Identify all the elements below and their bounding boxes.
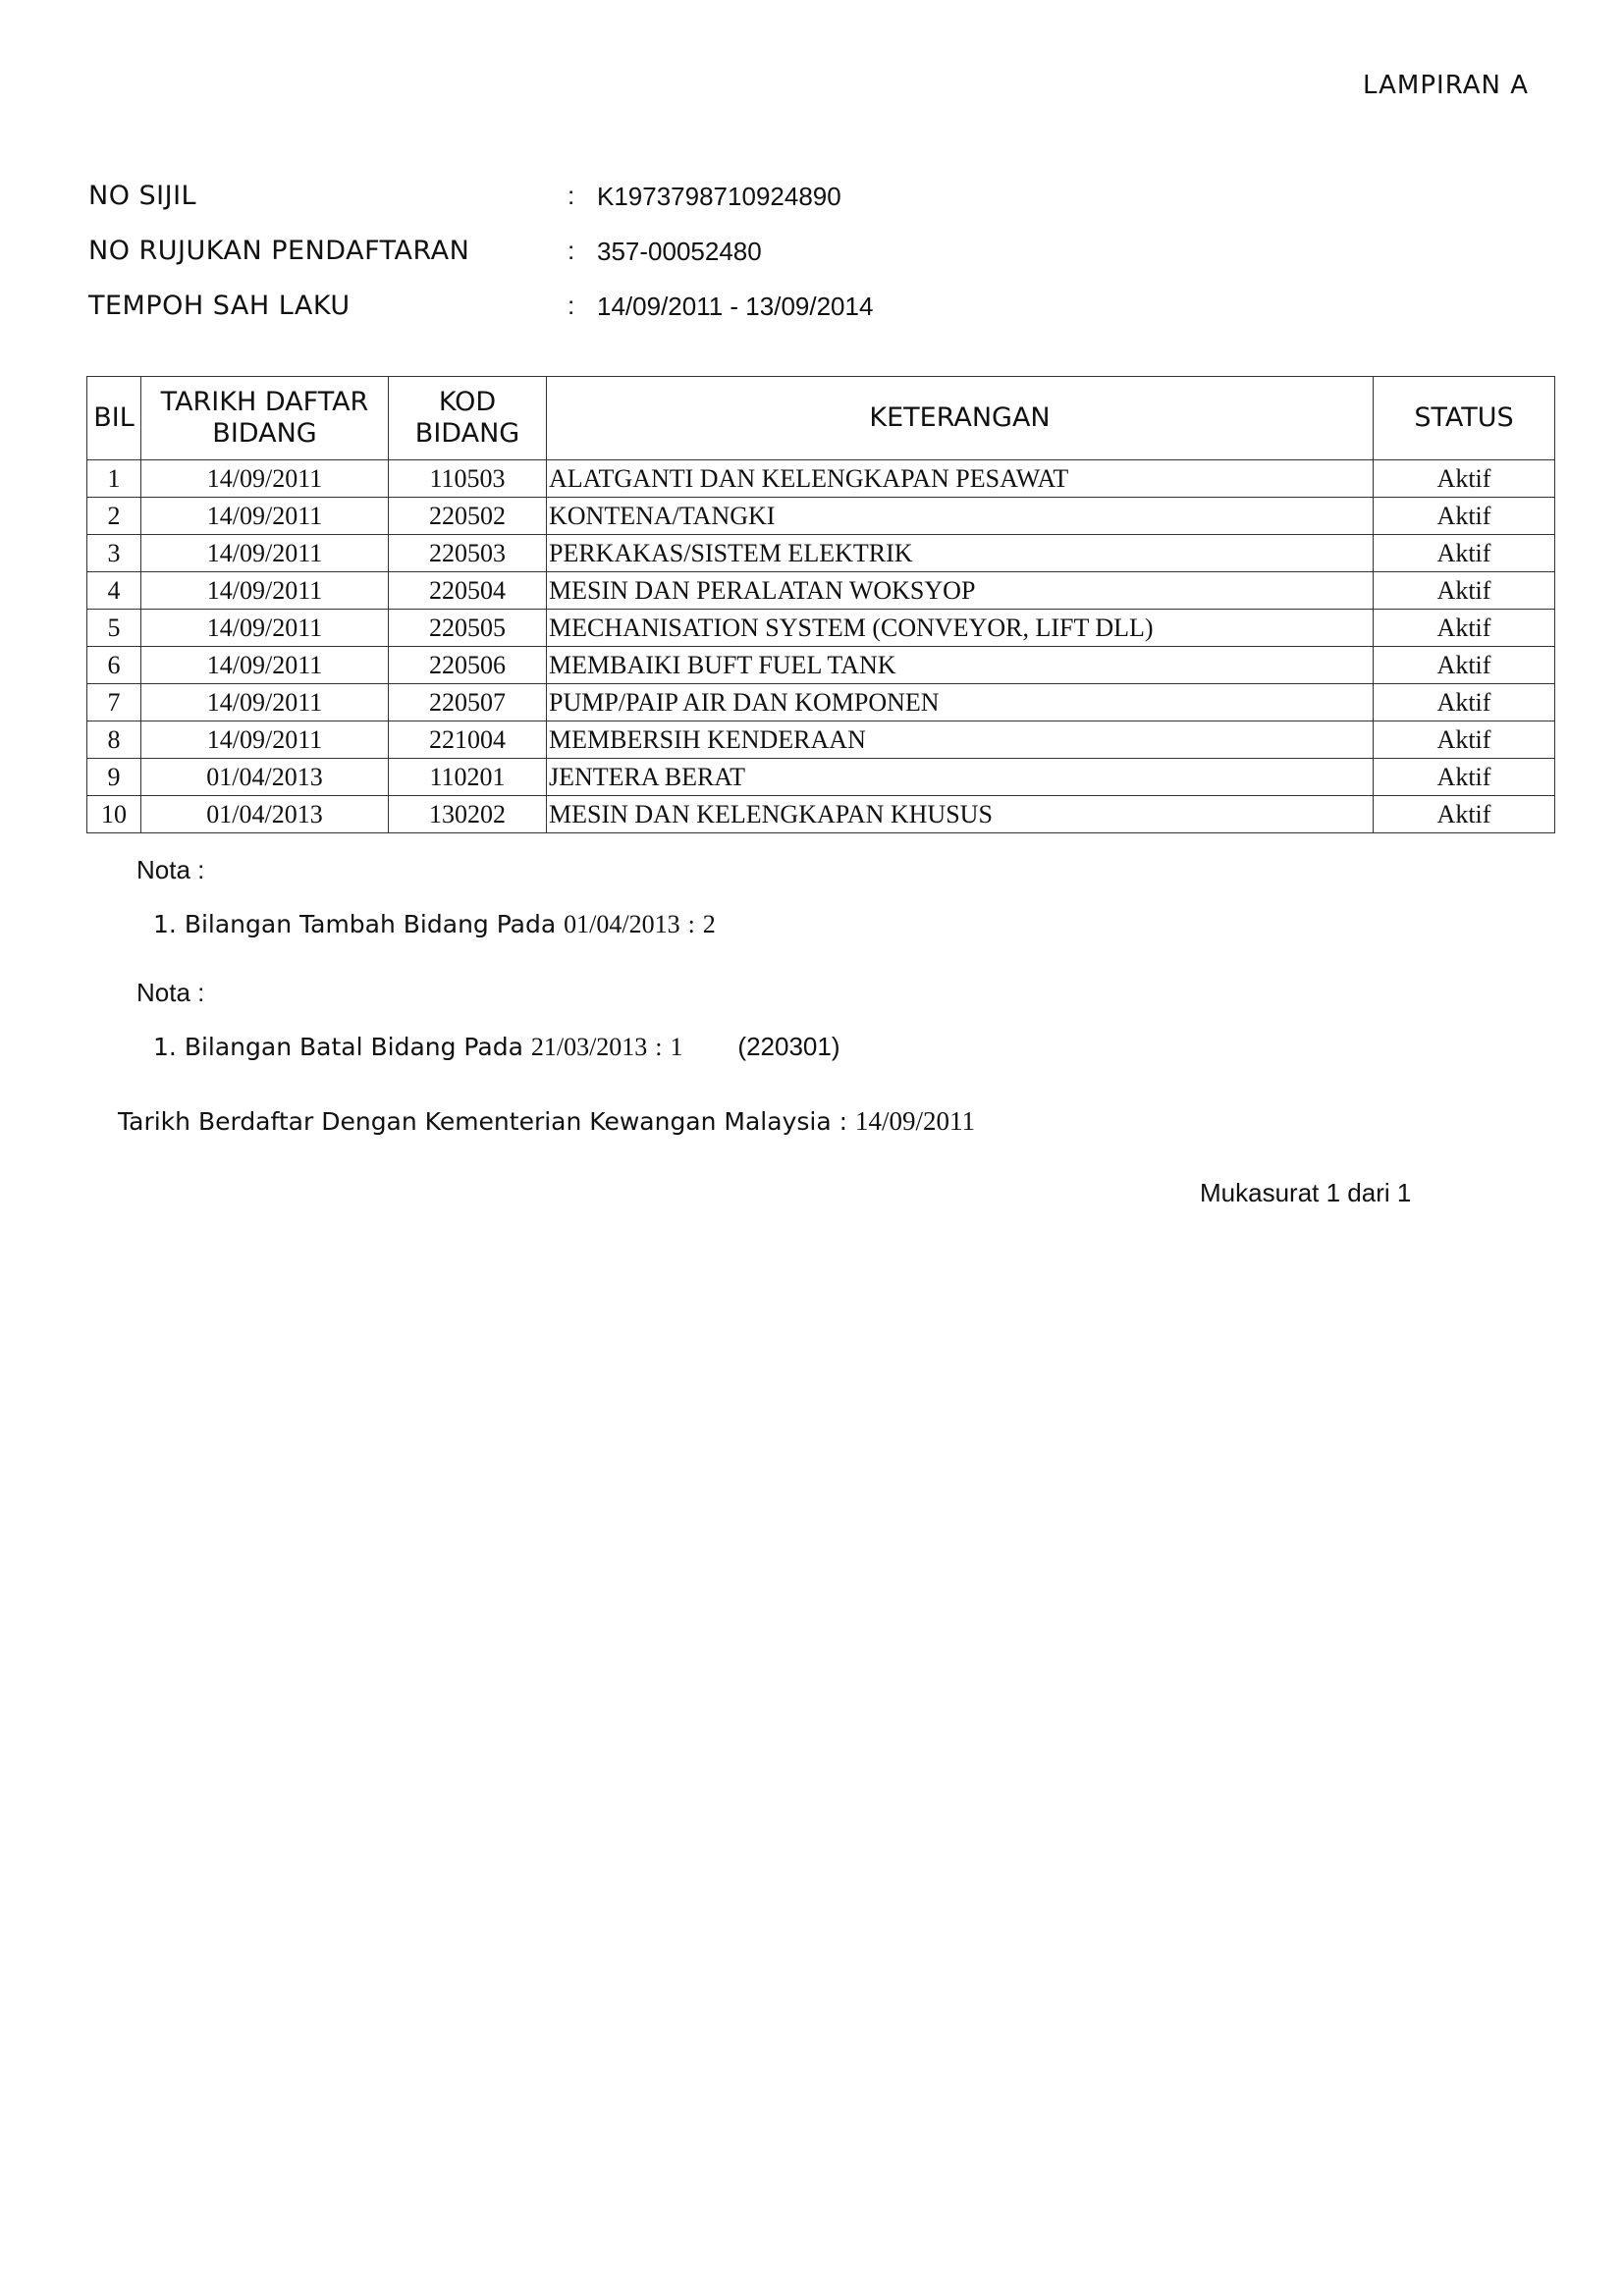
cell-bil: 8 — [87, 721, 141, 759]
cell-keterangan: MEMBAIKI BUFT FUEL TANK — [547, 647, 1374, 684]
info-colon: : — [568, 181, 575, 210]
cell-status: Aktif — [1374, 796, 1555, 833]
info-colon: : — [568, 236, 575, 265]
bidang-table — [86, 376, 1555, 833]
cell-bil: 1 — [87, 460, 141, 498]
info-label: NO SIJIL — [88, 181, 197, 211]
cell-bil: 10 — [87, 796, 141, 833]
header-kod-line1: KOD — [438, 387, 497, 417]
nota-1-sep: : — [687, 910, 695, 938]
cell-tarikh: 14/09/2011 — [141, 647, 389, 684]
cell-bil: 9 — [87, 759, 141, 796]
nota-2-sep: : — [655, 1033, 663, 1061]
nota-1-item — [153, 910, 716, 939]
cell-bil: 3 — [87, 535, 141, 572]
cell-kod: 220503 — [389, 535, 547, 572]
cell-status: Aktif — [1374, 759, 1555, 796]
table-row — [87, 572, 1555, 610]
info-value: 14/09/2011 - 13/09/2014 — [597, 292, 874, 321]
header-tarikh-line2: BIDANG — [212, 418, 317, 449]
nota-2-date: 21/03/2013 — [530, 1033, 648, 1061]
cell-keterangan: JENTERA BERAT — [547, 759, 1374, 796]
nota-2-item — [153, 1032, 839, 1062]
table-row — [87, 498, 1555, 535]
cell-kod: 221004 — [389, 721, 547, 759]
nota-2-num: 1. — [153, 1033, 177, 1061]
cell-status: Aktif — [1374, 535, 1555, 572]
table-row — [87, 684, 1555, 721]
info-label: NO RUJUKAN PENDAFTARAN — [88, 236, 470, 266]
table-row — [87, 460, 1555, 498]
cell-bil: 7 — [87, 684, 141, 721]
cell-keterangan: PUMP/PAIP AIR DAN KOMPONEN — [547, 684, 1374, 721]
cell-status: Aktif — [1374, 498, 1555, 535]
cell-status: Aktif — [1374, 460, 1555, 498]
tarikh-berdaftar-value: 14/09/2011 — [854, 1106, 975, 1136]
cell-keterangan: MESIN DAN PERALATAN WOKSYOP — [547, 572, 1374, 610]
nota-1-num: 1. — [153, 910, 177, 938]
cell-tarikh: 14/09/2011 — [141, 610, 389, 647]
cell-status: Aktif — [1374, 721, 1555, 759]
cell-kod: 220507 — [389, 684, 547, 721]
tarikh-berdaftar-label: Tarikh Berdaftar Dengan Kementerian Kewangan Malaysia : — [118, 1107, 848, 1136]
nota-2-label: Nota : — [136, 978, 205, 1007]
header-kod-line2: BIDANG — [414, 418, 520, 449]
cell-kod: 220506 — [389, 647, 547, 684]
cell-tarikh: 01/04/2013 — [141, 759, 389, 796]
table-row — [87, 796, 1555, 833]
cell-kod: 110201 — [389, 759, 547, 796]
header-keterangan: KETERANGAN — [547, 377, 1374, 460]
cell-bil: 5 — [87, 610, 141, 647]
table-header-row — [87, 377, 1555, 460]
nota-2-count: 1 — [670, 1033, 683, 1061]
tarikh-berdaftar — [118, 1106, 975, 1137]
nota-2-text: Bilangan Batal Bidang Pada — [184, 1033, 523, 1061]
info-colon: : — [568, 291, 575, 320]
table-row — [87, 721, 1555, 759]
table-row — [87, 759, 1555, 796]
cell-status: Aktif — [1374, 572, 1555, 610]
nota-1-label: Nota : — [136, 855, 205, 884]
header-tarikh-line1: TARIKH DAFTAR — [160, 387, 369, 417]
cell-keterangan: ALATGANTI DAN KELENGKAPAN PESAWAT — [547, 460, 1374, 498]
cell-tarikh: 14/09/2011 — [141, 460, 389, 498]
table-row — [87, 647, 1555, 684]
cell-kod: 110503 — [389, 460, 547, 498]
header-kod-bidang — [389, 377, 547, 460]
nota-1-text: Bilangan Tambah Bidang Pada — [184, 910, 557, 938]
cell-status: Aktif — [1374, 610, 1555, 647]
cell-kod: 220505 — [389, 610, 547, 647]
cell-tarikh: 14/09/2011 — [141, 721, 389, 759]
cell-kod: 220502 — [389, 498, 547, 535]
nota-1-count: 2 — [702, 910, 716, 938]
cell-kod: 220504 — [389, 572, 547, 610]
nota-2-code: (220301) — [737, 1032, 840, 1061]
cell-tarikh: 14/09/2011 — [141, 572, 389, 610]
cell-tarikh: 01/04/2013 — [141, 796, 389, 833]
cell-keterangan: MESIN DAN KELENGKAPAN KHUSUS — [547, 796, 1374, 833]
cell-bil: 4 — [87, 572, 141, 610]
info-label: TEMPOH SAH LAKU — [88, 291, 351, 321]
info-value: K1973798710924890 — [597, 182, 841, 211]
cell-keterangan: MEMBERSIH KENDERAAN — [547, 721, 1374, 759]
cell-status: Aktif — [1374, 684, 1555, 721]
cell-bil: 6 — [87, 647, 141, 684]
header-tarikh-daftar-bidang — [141, 377, 389, 460]
cell-keterangan: MECHANISATION SYSTEM (CONVEYOR, LIFT DLL) — [547, 610, 1374, 647]
cell-tarikh: 14/09/2011 — [141, 498, 389, 535]
table-row — [87, 535, 1555, 572]
cell-tarikh: 14/09/2011 — [141, 684, 389, 721]
cell-keterangan: PERKAKAS/SISTEM ELEKTRIK — [547, 535, 1374, 572]
cell-tarikh: 14/09/2011 — [141, 535, 389, 572]
cell-status: Aktif — [1374, 647, 1555, 684]
lampiran-label: LAMPIRAN A — [1363, 71, 1529, 100]
page-number: Mukasurat 1 dari 1 — [1200, 1178, 1412, 1207]
header-status: STATUS — [1374, 377, 1555, 460]
nota-1-date: 01/04/2013 — [564, 910, 680, 938]
cell-kod: 130202 — [389, 796, 547, 833]
cell-bil: 2 — [87, 498, 141, 535]
info-value: 357-00052480 — [597, 237, 762, 266]
cell-keterangan: KONTENA/TANGKI — [547, 498, 1374, 535]
header-bil: BIL — [87, 377, 141, 460]
table-row — [87, 610, 1555, 647]
